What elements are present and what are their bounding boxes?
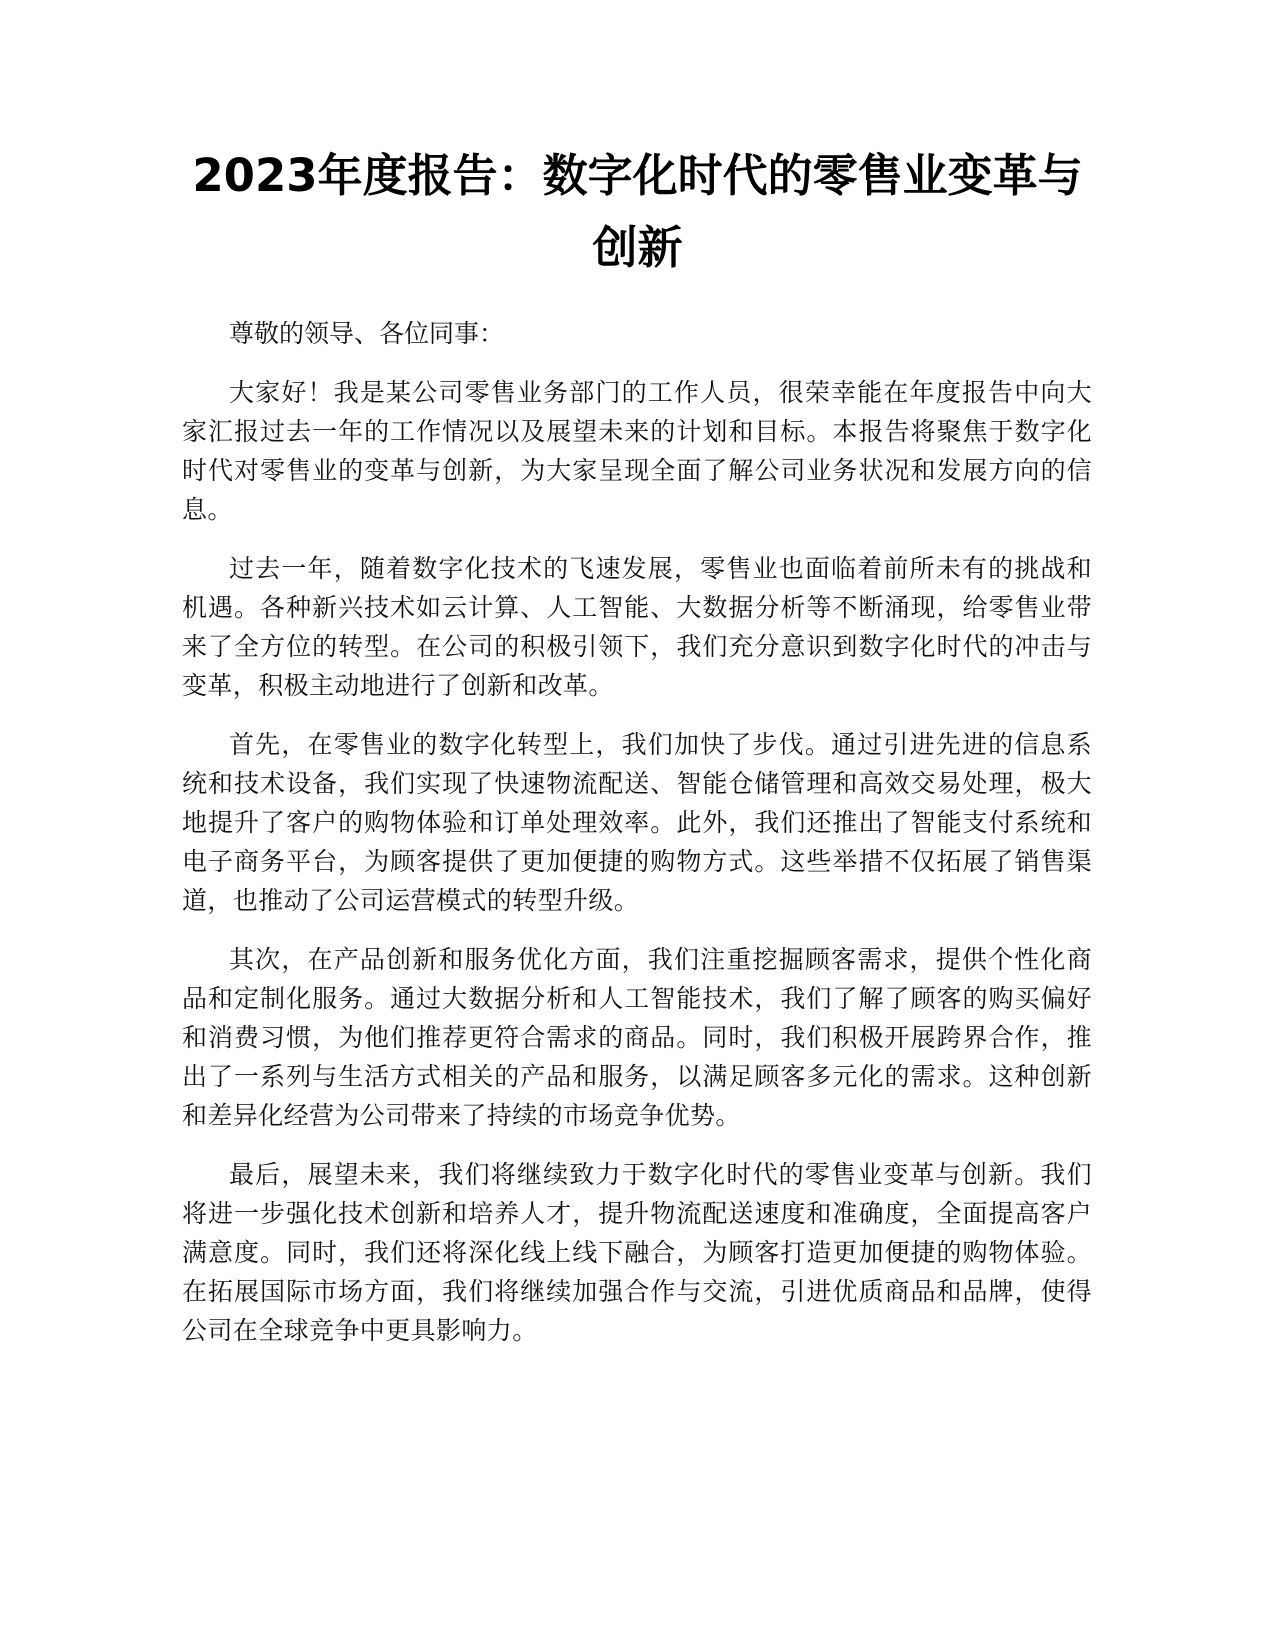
document-title: [150, 140, 1125, 284]
paragraph-past-year: 过去一年，随着数字化技术的飞速发展，零售业也面临着前所未有的挑战和机遇。各种新兴技术如云计算、人工智能、大数据分析等不断涌现，给零售业带来了全方位的转型。在公司的积极引领下，我们充分意识到数字化时代的冲击与变革，积极主动地进行了创新和改革。: [182, 554, 1092, 700]
title-line-1: 2023年度报告：数字化时代的零售业变革与: [192, 149, 1083, 202]
paragraph-product-innovation: 其次，在产品创新和服务优化方面，我们注重挖掘顾客需求，提供个性化商品和定制化服务。通过大数据分析和人工智能技术，我们了解了顾客的购买偏好和消费习惯，为他们推荐更符合需求的商品。同时，我们积极开展跨界合作，推出了一系列与生活方式相关的产品和服务，以满足顾客多元化的需求。这种创新和差异化经营为公司带来了持续的市场竞争优势。: [182, 945, 1092, 1130]
title-line-2: 创新: [592, 221, 683, 274]
document-body: [182, 314, 1092, 1370]
salutation: 尊敬的领导、各位同事：: [229, 319, 505, 348]
paragraph-outlook: 最后，展望未来，我们将继续致力于数字化时代的零售业变革与创新。我们将进一步强化技术创新和培养人才，提升物流配送速度和准确度，全面提高客户满意度。同时，我们还将深化线上线下融合，为顾客打造更加便捷的购物体验。在拓展国际市场方面，我们将继续加强合作与交流，引进优质商品和品牌，使得公司在全球竞争中更具影响力。: [182, 1160, 1092, 1345]
paragraph-digital-transformation: 首先，在零售业的数字化转型上，我们加快了步伐。通过引进先进的信息系统和技术设备，我们实现了快速物流配送、智能仓储管理和高效交易处理，极大地提升了客户的购物体验和订单处理效率。此外，我们还推出了智能支付系统和电子商务平台，为顾客提供了更加便捷的购物方式。这些举措不仅拓展了销售渠道，也推动了公司运营模式的转型升级。: [182, 730, 1092, 915]
paragraph-greeting: 大家好！我是某公司零售业务部门的工作人员，很荣幸能在年度报告中向大家汇报过去一年的工作情况以及展望未来的计划和目标。本报告将聚焦于数字化时代对零售业的变革与创新，为大家呈现全面了解公司业务状况和发展方向的信息。: [182, 378, 1092, 524]
